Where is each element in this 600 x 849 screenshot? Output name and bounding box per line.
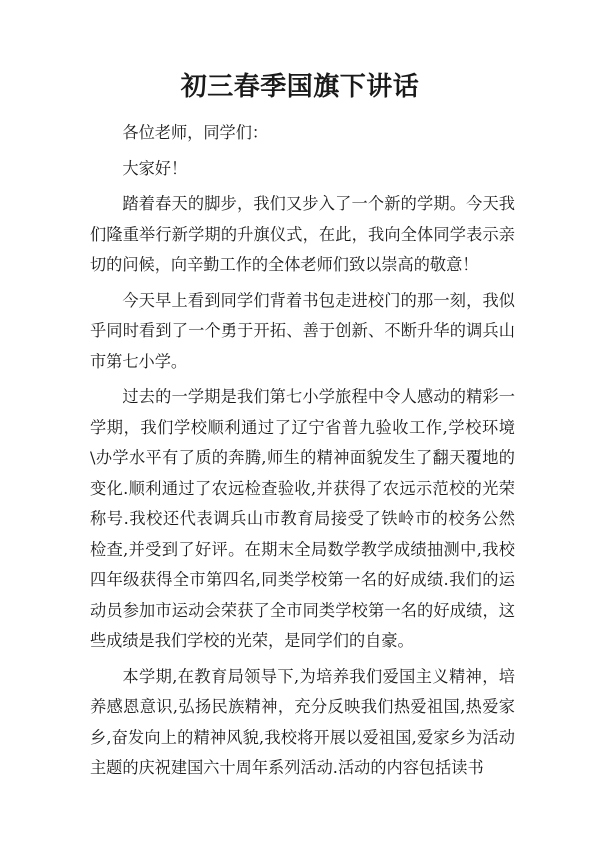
paragraph-new-semester: 本学期,在教育局领导下,为培养我们爱国主义精神，培养感恩意识,弘扬民族精神，充分反映我们热爱祖国,热爱家乡,奋发向上的精神风貌,我校将开展以爱祖国,爱家乡为活动主题的庆祝建国六十周年系列活动.活动的内容包括读书 (90, 666, 515, 777)
paragraph-opening: 踏着春天的脚步，我们又步入了一个新的学期。今天我们隆重举行新学期的升旗仪式，在此，我向全体同学表示亲切的问候，向辛勤工作的全体老师们致以崇高的敬意！ (90, 194, 515, 274)
paragraph-morning: 今天早上看到同学们背着书包走进校门的那一刻，我似乎同时看到了一个勇于开拓、善于创新、不断升华的调兵山市第七小学。 (90, 290, 515, 371)
paragraph-greeting: 大家好！ (122, 158, 188, 178)
paragraph-salutation: 各位老师，同学们： (122, 123, 269, 142)
document-title: 初三春季国旗下讲话 (180, 72, 420, 102)
paragraph-achievements: 过去的一学期是我们第七小学旅程中令人感动的精彩一学期，我们学校顺利通过了辽宁省普九验收工作,学校环境\办学水平有了质的奔腾,师生的精神面貌发生了翻天覆地的变化.顺利通过了农远检查验收,并获得了农远示范校的光荣称号.我校还代表调兵山市教育局接受了铁岭市的校务公然检查,并受到了好评。在期末全局数学教学成绩抽测中,我校四年级获得全市第四名,同类学校第一名的好成绩.我们的运动员参加市运动会荣获了全市同类学校第一名的好成绩，这些成绩是我们学校的光荣，是同学们的自豪。 (90, 387, 515, 650)
document-body (90, 118, 515, 789)
